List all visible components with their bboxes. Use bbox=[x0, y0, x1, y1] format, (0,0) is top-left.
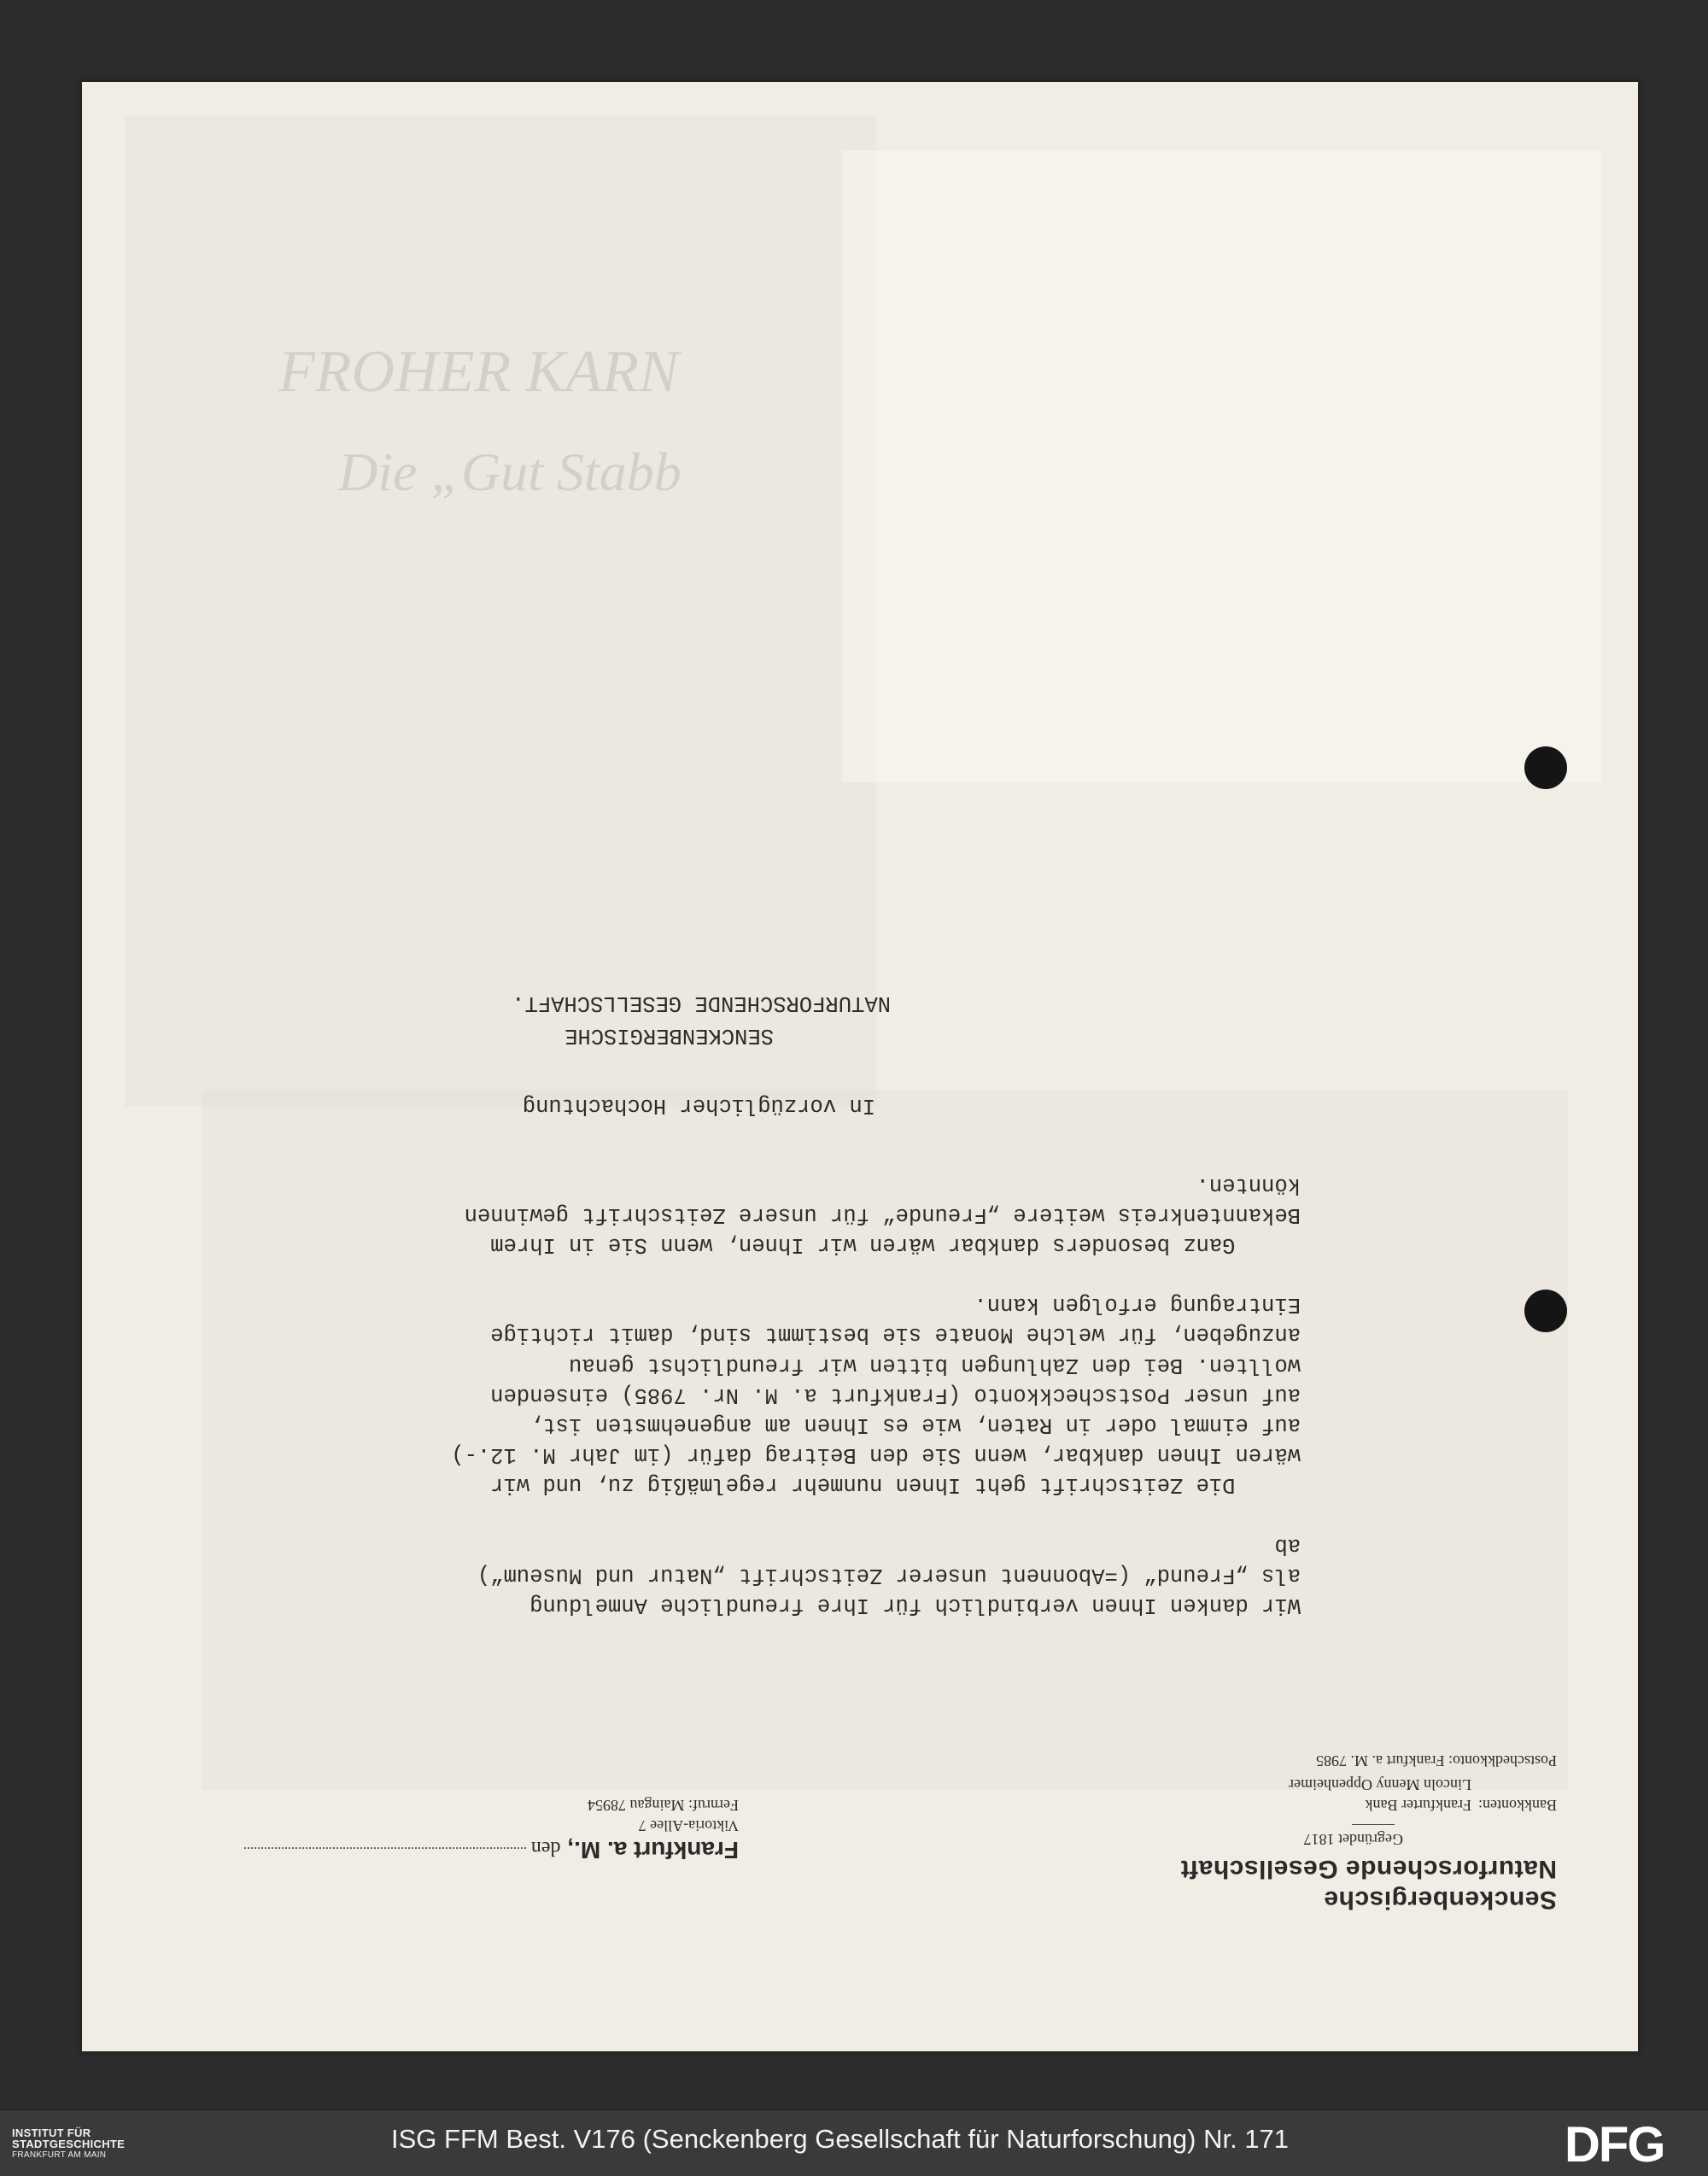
date-blank-line bbox=[244, 1847, 526, 1849]
dfg-logo bbox=[1565, 2120, 1699, 2167]
body-line: als „Freund“ (=Abonnent unserer Zeitschrift „Natur und Museum“) bbox=[477, 1562, 1301, 1588]
body-line: anzugeben, für welche Monate sie bestimmt sind, damit richtige bbox=[490, 1322, 1301, 1348]
body-line: Ganz besonders dankbar wären wir Ihnen, wenn Sie in Ihrem bbox=[490, 1231, 1301, 1257]
den-label: den bbox=[530, 1837, 561, 1859]
closing-phrase: In vorzüglicher Hochachtung bbox=[522, 1093, 875, 1118]
postal-account: Postschedkkonto: Frankfurt a. M. 7985 bbox=[1316, 1752, 1557, 1769]
institute-logo bbox=[12, 2127, 125, 2161]
bank-name-1: Frankfurter Bank bbox=[1365, 1797, 1471, 1814]
institute-line2: STADTGESCHICHTE bbox=[12, 2138, 126, 2150]
body-line: Die Zeitschrift geht Ihnen nunmehr regelmäßig zu, und wir bbox=[490, 1472, 1301, 1498]
upside-down-letter bbox=[82, 82, 1638, 2051]
signature-line1: SENCKENBERGISCHE bbox=[564, 1023, 774, 1048]
phone-number: Fernruf: Maingau 78954 bbox=[588, 1797, 739, 1814]
bank-label: Bankkonten: bbox=[1478, 1797, 1557, 1814]
letterhead-rule bbox=[1352, 1824, 1395, 1825]
body-line: wollten. Bei den Zahlungen bitten wir freundlichst genau bbox=[569, 1352, 1301, 1378]
body-line: Bekanntenkreis weitere „Freunde“ für unsere Zeitschrift gewinnen bbox=[464, 1202, 1301, 1227]
dfg-logo-text: DFG bbox=[1565, 2120, 1664, 2167]
letterhead bbox=[891, 1751, 1557, 1915]
bank-name-2: Lincoln Menny Oppenheimer bbox=[1289, 1776, 1471, 1793]
body-line: auf einmal oder in Raten, wie es Ihnen am angenehmsten ist, bbox=[529, 1412, 1301, 1437]
institute-line3: FRANKFURT AM MAIN bbox=[12, 2150, 107, 2160]
founded-year: Gegründet 1817 bbox=[1303, 1831, 1403, 1848]
viewer-footer bbox=[0, 2109, 1708, 2176]
city: Frankfurt a. M., bbox=[567, 1837, 739, 1863]
place-date-block bbox=[175, 1795, 739, 1863]
show-through-headline: FROHER KARN bbox=[278, 339, 679, 405]
institute-line1: INSTITUT FÜR bbox=[12, 2126, 91, 2139]
letter-body bbox=[242, 1169, 1301, 1620]
body-line: könnten. bbox=[1196, 1172, 1301, 1197]
org-name-line1: Senckenbergische bbox=[1323, 1886, 1557, 1914]
letter-page bbox=[82, 82, 1638, 2051]
punch-hole-bottom bbox=[1524, 1290, 1567, 1332]
bank-account-2 bbox=[891, 1775, 1557, 1795]
place-line bbox=[175, 1836, 739, 1863]
org-name-line2: Naturforschende Gesellschaft bbox=[1180, 1855, 1557, 1883]
signature-line2: NATURFORSCHENDE GESELLSCHAFT. bbox=[512, 991, 891, 1015]
body-line: Eintragung erfolgen kann. bbox=[974, 1292, 1301, 1318]
bank-account-1 bbox=[891, 1795, 1557, 1816]
street-address: Viktoria-Allee 7 bbox=[638, 1817, 739, 1834]
body-line: ab bbox=[1274, 1532, 1301, 1558]
show-through-subline: Die „Gut Stabb bbox=[338, 442, 681, 502]
body-line: wären Ihnen dankbar, wenn Sie den Beitrag dafür (im Jahr M. 12.-) bbox=[451, 1442, 1301, 1468]
body-line: auf unser Postscheckkonto (Frankfurt a. M. Nr. 7985) einsenden bbox=[490, 1382, 1301, 1407]
record-title: ISG FFM Best. V176 (Senckenberg Gesellschaft für Naturforschung) Nr. 171 bbox=[391, 2124, 1290, 2154]
body-line: Wir danken Ihnen verbindlich für Ihre freundliche Anmeldung bbox=[529, 1593, 1301, 1617]
punch-hole-top bbox=[1524, 746, 1567, 789]
